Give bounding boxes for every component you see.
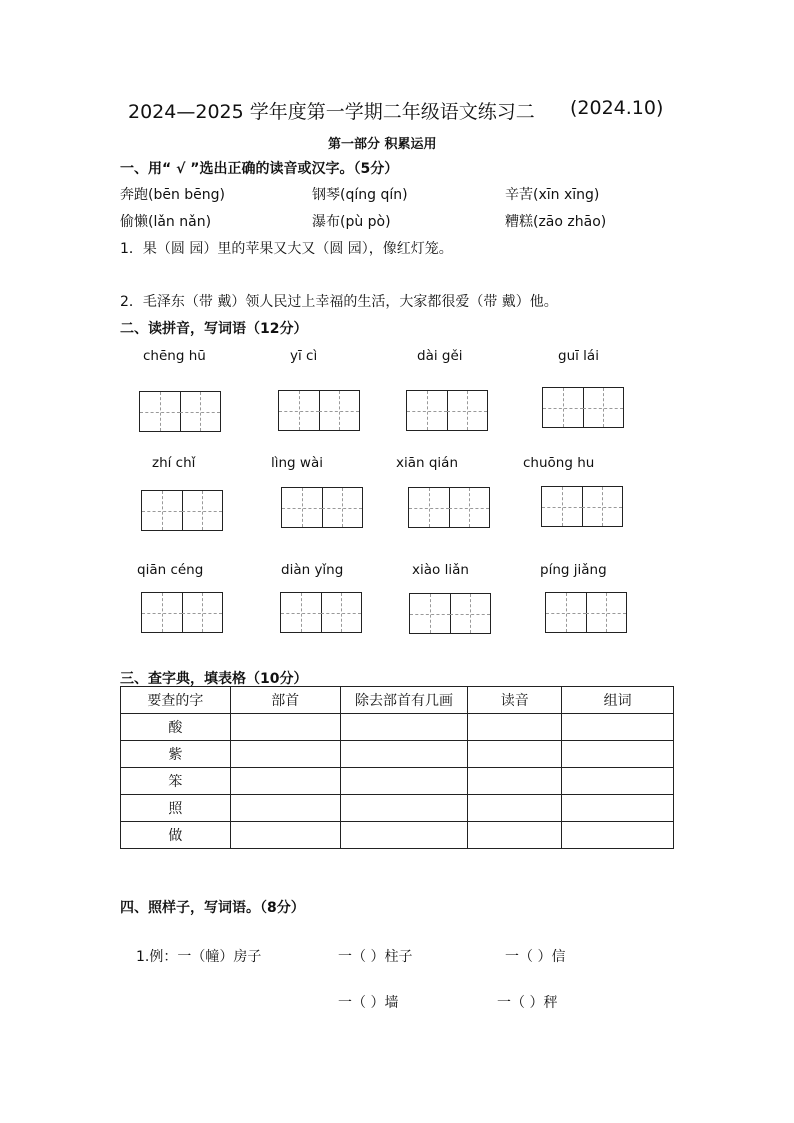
table-row (121, 822, 674, 849)
example-item: 1.例：一（幢）房子 (136, 949, 262, 965)
answer-cell[interactable] (340, 714, 468, 741)
writing-grid[interactable] (545, 592, 627, 633)
choice-zaogao: 糟糕(zāo zhāo) (505, 214, 607, 230)
answer-cell[interactable] (230, 714, 340, 741)
col-header-char: 要查的字 (121, 687, 231, 714)
pinyin-label: dài gěi (417, 348, 463, 364)
writing-grid[interactable] (280, 592, 362, 633)
page-title: 2024—2025 学年度第一学期二年级语文练习二 (128, 101, 535, 123)
answer-cell[interactable] (468, 795, 562, 822)
table-row (121, 768, 674, 795)
choice-benpao: 奔跑(bēn bēng) (120, 187, 226, 203)
writing-grid[interactable] (141, 490, 223, 531)
page-date: (2024.10) (570, 97, 664, 119)
pinyin-label: qiān céng (137, 562, 204, 578)
pinyin-label: diàn yǐng (281, 562, 344, 578)
pinyin-label: yī cì (290, 348, 318, 364)
writing-grid[interactable] (408, 487, 490, 528)
pinyin-label: lìng wài (271, 455, 323, 471)
answer-cell[interactable] (562, 795, 674, 822)
lookup-char: 紫 (121, 741, 231, 768)
choice-toulan: 偷懒(lǎn nǎn) (120, 214, 212, 230)
pinyin-label: píng jiǎng (540, 562, 607, 578)
question-2: 2．毛泽东（带 戴）领人民过上幸福的生活，大家都很爱（带 戴）他。 (120, 294, 558, 310)
section4-heading: 四、照样子，写词语。（8分） (120, 900, 305, 916)
answer-cell[interactable] (340, 822, 468, 849)
answer-cell[interactable] (340, 795, 468, 822)
lookup-char: 做 (121, 822, 231, 849)
table-row (121, 741, 674, 768)
choice-xinku: 辛苦(xīn xīng) (505, 187, 600, 203)
choice-gangqin: 钢琴(qíng qín) (312, 187, 408, 203)
answer-cell[interactable] (468, 741, 562, 768)
answer-cell[interactable] (340, 768, 468, 795)
lookup-char: 照 (121, 795, 231, 822)
lookup-char: 酸 (121, 714, 231, 741)
writing-grid[interactable] (409, 593, 491, 634)
col-header-strokes: 除去部首有几画 (340, 687, 468, 714)
answer-cell[interactable] (468, 822, 562, 849)
answer-cell[interactable] (230, 741, 340, 768)
pinyin-label: guī lái (558, 348, 599, 364)
pinyin-label: zhí chǐ (152, 455, 196, 471)
choice-pubu: 瀑布(pù pò) (312, 214, 391, 230)
pinyin-label: xiān qián (396, 455, 459, 471)
question-1: 1．果（圆 园）里的苹果又大又（圆 园），像红灯笼。 (120, 241, 453, 257)
section3-heading: 三、查字典，填表格（10分） (120, 671, 308, 687)
answer-cell[interactable] (468, 714, 562, 741)
pinyin-label: xiào liǎn (412, 562, 469, 578)
answer-cell[interactable] (562, 822, 674, 849)
col-header-radical: 部首 (230, 687, 340, 714)
answer-cell[interactable] (230, 822, 340, 849)
dictionary-table (120, 686, 674, 849)
answer-cell[interactable] (230, 795, 340, 822)
fill-item-cheng[interactable]: 一（ ）秤 (497, 995, 558, 1011)
section1-heading: 一、用“ √ ”选出正确的读音或汉字。（5分） (120, 161, 399, 177)
col-header-pronunciation: 读音 (468, 687, 562, 714)
table-row (121, 795, 674, 822)
col-header-words: 组词 (562, 687, 674, 714)
writing-grid[interactable] (141, 592, 223, 633)
pinyin-label: chēng hū (143, 348, 206, 364)
answer-cell[interactable] (562, 768, 674, 795)
answer-cell[interactable] (562, 714, 674, 741)
writing-grid[interactable] (139, 391, 221, 432)
fill-item-qiang[interactable]: 一（ ）墙 (338, 995, 399, 1011)
lookup-char: 笨 (121, 768, 231, 795)
writing-grid[interactable] (281, 487, 363, 528)
table-header-row (121, 687, 674, 714)
part-title: 第一部分 积累运用 (328, 137, 437, 152)
writing-grid[interactable] (541, 486, 623, 527)
fill-item-zhuzi[interactable]: 一（ ）柱子 (338, 949, 413, 965)
writing-grid[interactable] (406, 390, 488, 431)
section2-heading: 二、读拼音，写词语（12分） (120, 321, 308, 337)
answer-cell[interactable] (230, 768, 340, 795)
table-row (121, 714, 674, 741)
answer-cell[interactable] (468, 768, 562, 795)
answer-cell[interactable] (562, 741, 674, 768)
writing-grid[interactable] (278, 390, 360, 431)
pinyin-label: chuōng hu (523, 455, 595, 471)
fill-item-xin[interactable]: 一（ ）信 (505, 949, 566, 965)
answer-cell[interactable] (340, 741, 468, 768)
writing-grid[interactable] (542, 387, 624, 428)
